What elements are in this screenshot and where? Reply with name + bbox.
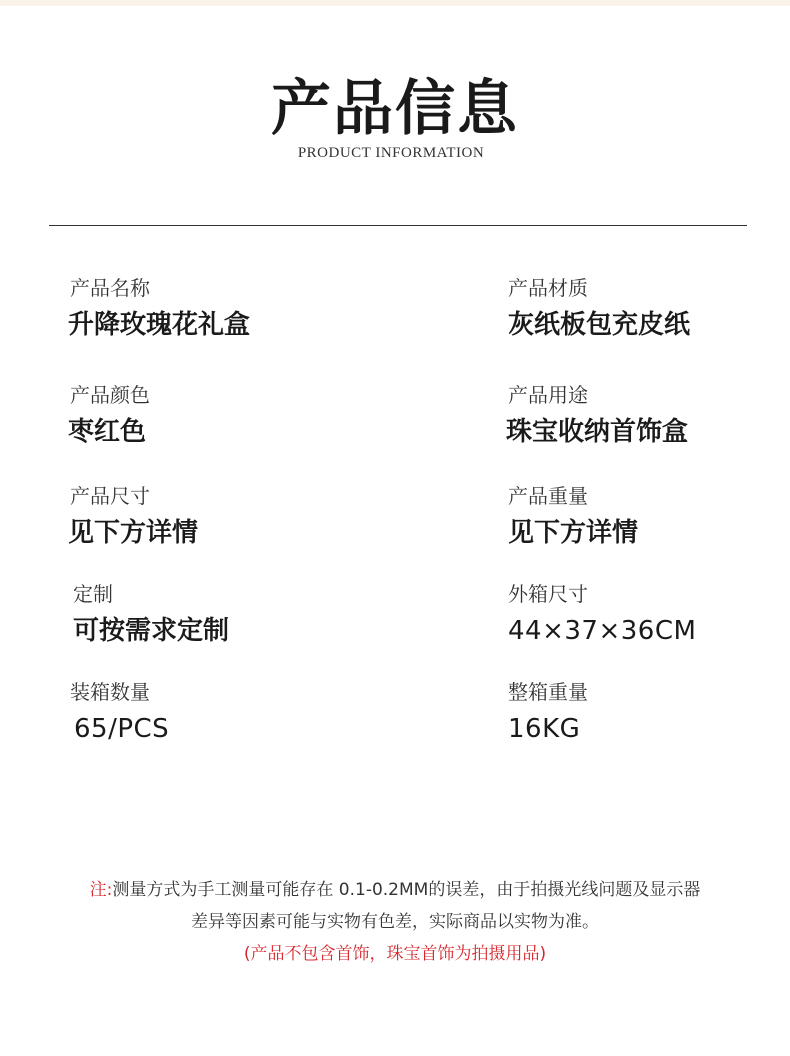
field-value: 见下方详情: [68, 518, 199, 548]
field-label: 外箱尺寸: [508, 582, 588, 606]
field-label: 产品用途: [508, 383, 588, 407]
field-label: 定制: [73, 582, 113, 606]
page-subtitle: PRODUCT INFORMATION: [297, 145, 485, 161]
note-line-1: [0, 874, 790, 906]
note-line-3: (产品不包含首饰，珠宝首饰为拍摄用品): [243, 944, 547, 964]
field-custom: [73, 580, 229, 650]
field-label: 产品颜色: [70, 383, 150, 407]
field-size: [70, 482, 198, 552]
field-value: 枣红色: [68, 417, 147, 447]
field-label: 整箱重量: [508, 680, 588, 704]
field-value: 44×37×36CM: [508, 616, 697, 646]
field-usage: [508, 381, 688, 451]
field-material: [508, 274, 690, 344]
page-title: 产品信息: [271, 74, 519, 144]
field-label: 产品名称: [70, 276, 150, 300]
field-carton-weight: [508, 678, 588, 748]
field-color: [70, 381, 150, 451]
field-value: 灰纸板包充皮纸: [508, 310, 691, 340]
field-label: 产品重量: [508, 484, 588, 508]
field-quantity: [70, 678, 169, 748]
field-label: 产品尺寸: [70, 484, 150, 508]
note-text-1: 测量方式为手工测量可能存在 0.1-0.2MM的误差，由于拍摄光线问题及显示器: [112, 880, 701, 900]
field-label: 装箱数量: [70, 680, 150, 704]
field-carton-size: [508, 580, 696, 650]
note-line-2: 差异等因素可能与实物有色差，实际商品以实物为准。: [191, 912, 599, 932]
notes: [0, 874, 790, 970]
field-value: 可按需求定制: [73, 616, 230, 646]
field-label: 产品材质: [508, 276, 588, 300]
top-strip: [0, 0, 790, 6]
field-value: 16KG: [508, 714, 581, 744]
field-weight: [508, 482, 638, 552]
field-value: 珠宝收纳首饰盒: [506, 417, 689, 447]
divider: [49, 225, 747, 226]
field-value: 65/PCS: [74, 714, 170, 744]
field-product-name: [70, 274, 250, 344]
note-prefix: 注:: [89, 880, 113, 900]
field-value: 升降玫瑰花礼盒: [68, 310, 251, 340]
field-value: 见下方详情: [508, 518, 639, 548]
